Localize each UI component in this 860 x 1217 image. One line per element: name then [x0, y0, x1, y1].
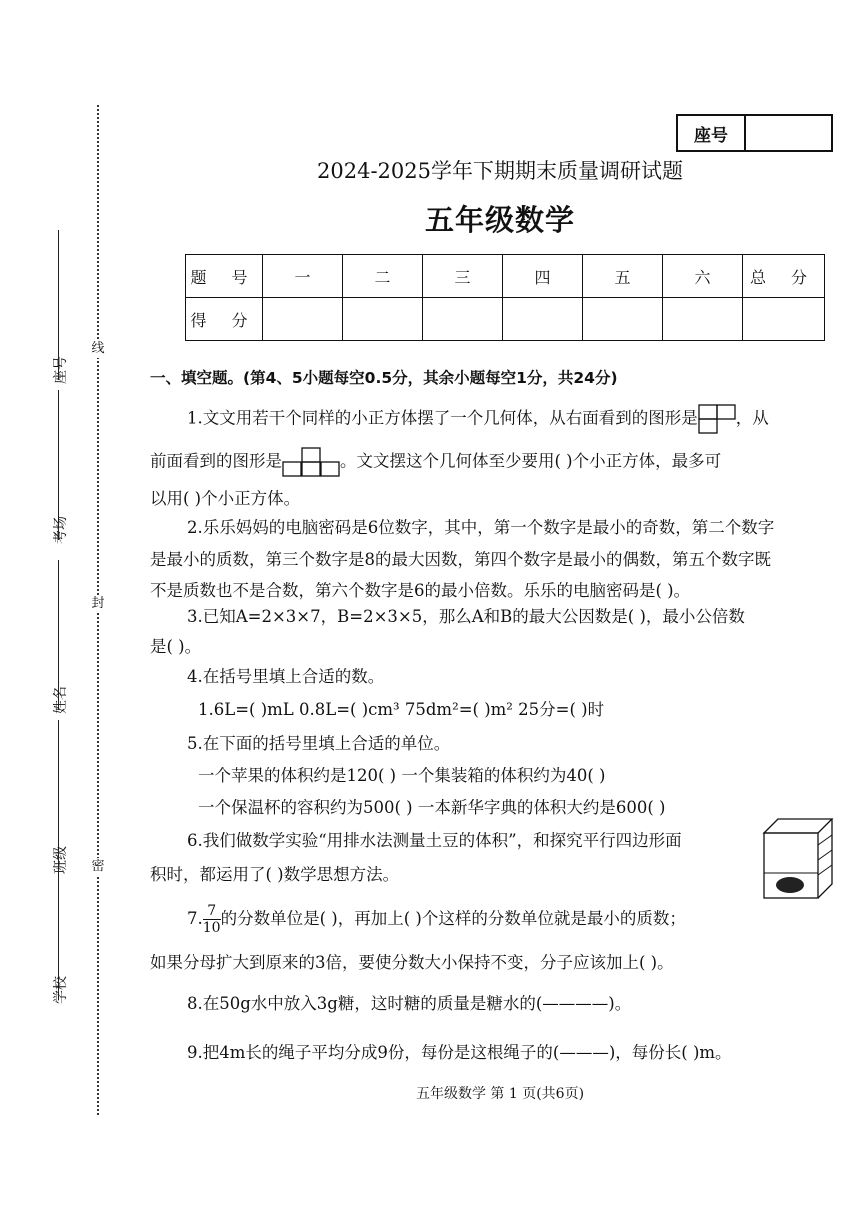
field-school[interactable]: 学校 [30, 850, 76, 1000]
score-cell-1[interactable] [263, 298, 343, 341]
score-row-label: 得 分 [186, 298, 263, 341]
field-name[interactable]: 姓名 [30, 560, 76, 710]
score-cell-2[interactable] [343, 298, 423, 341]
score-col-3: 三 [423, 255, 503, 298]
q9-line: 9.把4m长的绳子平均分成9份，每份是这根绳子的(———)，每份长( )m。 [187, 1043, 732, 1062]
score-cell-3[interactable] [423, 298, 503, 341]
front-view-shape-icon [282, 447, 340, 477]
score-cell-5[interactable] [583, 298, 663, 341]
q4-line-2: 1.6L=( )mL 0.8L=( )cm³ 75dm²=( )m² 25分=( )时 [198, 700, 605, 719]
score-col-4: 四 [503, 255, 583, 298]
q1-line-3: 以用( )个小正方体。 [150, 489, 301, 508]
margin-mark-feng: 封 [88, 595, 108, 613]
score-col-5: 五 [583, 255, 663, 298]
right-view-shape-icon [698, 404, 736, 434]
q6-line-2: 积时，都运用了( )数学思想方法。 [150, 865, 400, 884]
score-cell-4[interactable] [503, 298, 583, 341]
q2-line-1: 2.乐乐妈妈的电脑密码是6位数字，其中，第一个数字是最小的奇数，第二个数字 [187, 518, 775, 537]
q7-line-1: 7. $\frac{7}{10}$ 的分数单位是( )，再加上( )个这样的分数单位就是最小的质数； [187, 903, 686, 936]
seat-label: 座号 [678, 116, 746, 150]
q3-line-1: 3.已知A=2×3×7，B=2×3×5，那么A和B的最大公因数是( )，最小公倍数 [187, 607, 745, 626]
subject-title: 五年级数学 [424, 203, 575, 237]
q2-line-3: 不是质数也不是合数，第六个数字是6的最小倍数。乐乐的电脑密码是( )。 [150, 581, 691, 600]
score-header-label: 题 号 [186, 255, 263, 298]
score-table [185, 254, 825, 341]
seat-value[interactable] [746, 116, 831, 150]
field-seat-number[interactable]: 座号 [30, 230, 76, 380]
section-1-heading: 一、填空题。(第4、5小题每空0.5分，其余小题每空1分，共24分) [150, 369, 618, 387]
q3-line-2: 是( )。 [150, 637, 202, 656]
field-exam-room[interactable]: 考场 [30, 390, 76, 540]
q5-line-2: 一个苹果的体积约是120( ) 一个集装箱的体积约为40( ) [198, 766, 606, 785]
exam-title: 2024-2025学年下期期末质量调研试题 [317, 159, 683, 183]
q5-line-3: 一个保温杯的容积约为500( ) 一本新华字典的体积大约是600( ) [198, 798, 666, 817]
q5-line-1: 5.在下面的括号里填上合适的单位。 [187, 734, 451, 753]
score-cell-6[interactable] [663, 298, 743, 341]
margin-mark-mi: 密 [88, 858, 108, 876]
q7-line-2: 如果分母扩大到原来的3倍，要使分数大小保持不变，分子应该加上( )。 [150, 953, 674, 972]
score-col-2: 二 [343, 255, 423, 298]
score-cell-total[interactable] [743, 298, 825, 341]
margin-mark-xian: 线 [88, 340, 108, 358]
q2-line-2: 是最小的质数，第三个数字是8的最大因数，第四个数字是最小的偶数，第五个数字既 [150, 550, 771, 569]
fraction-7-10: $\frac{7}{10}$ [202, 903, 221, 936]
q6-line-1: 6.我们做数学实验“用排水法测量土豆的体积”，和探究平行四边形面 [187, 831, 682, 850]
q1-line-1: 1.文文用若干个同样的小正方体摆了一个几何体，从右面看到的图形是 ，从 [187, 404, 769, 434]
score-col-1: 一 [263, 255, 343, 298]
score-col-6: 六 [663, 255, 743, 298]
beaker-potato-illustration [762, 815, 834, 900]
field-class[interactable]: 班级 [30, 720, 76, 870]
seat-number-box [676, 114, 833, 152]
q8-line: 8.在50g水中放入3g糖，这时糖的质量是糖水的(————)。 [187, 994, 632, 1013]
q4-line-1: 4.在括号里填上合适的数。 [187, 667, 385, 686]
page-footer: 五年级数学 第 1 页(共6页) [415, 1086, 585, 1102]
score-col-total: 总 分 [743, 255, 825, 298]
q1-line-2: 前面看到的图形是 。文文摆这个几何体至少要用( )个小正方体，最多可 [150, 447, 721, 477]
